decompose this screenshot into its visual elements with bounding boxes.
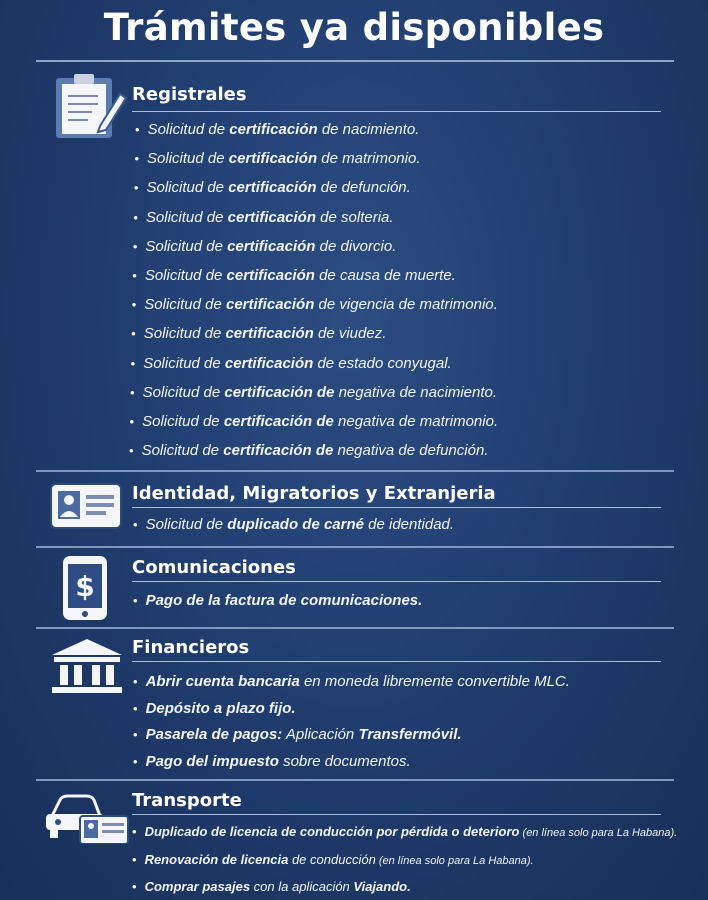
item-text-post: de divorcio.	[315, 237, 397, 255]
section-divider	[36, 546, 674, 548]
item-text-post: de solteria.	[316, 208, 394, 226]
id-card-icon	[50, 483, 122, 529]
item-text-post: de viudez.	[313, 325, 387, 343]
list-item	[133, 592, 422, 609]
item-text-post: de nacimiento.	[317, 121, 420, 138]
section-rule	[132, 814, 661, 815]
item-text-post: sobre documentos.	[278, 752, 411, 770]
list-item	[133, 673, 570, 690]
section-title: Registrales	[132, 84, 247, 105]
list-item	[134, 179, 411, 196]
section-divider	[36, 627, 674, 629]
item-text-bold2: Viajando.	[353, 879, 411, 894]
bank-icon	[50, 637, 124, 695]
item-text-bold: Pasarela de pagos:	[145, 726, 283, 743]
item-text-bold2: Transfermóvil.	[358, 726, 462, 743]
item-text-bold: Pago de la factura de comunicaciones.	[145, 592, 423, 609]
item-text-bold: Renovación de licencia	[144, 851, 289, 867]
list-item	[133, 753, 411, 770]
list-item	[129, 442, 488, 459]
item-text-bold: Pago del impuesto	[145, 752, 279, 770]
item-text-bold: certificación	[226, 267, 315, 284]
item-text-post: negativa de matrimonio.	[333, 413, 499, 430]
svg-text:$: $	[75, 570, 95, 603]
item-text-bold: certificación de	[223, 442, 334, 460]
item-text-bold: certificación	[227, 208, 317, 226]
clipboard-icon	[56, 74, 128, 140]
section-divider	[36, 779, 674, 781]
list-item	[133, 700, 296, 717]
item-text-pre: Solicitud de	[141, 442, 224, 460]
section-title: Financieros	[132, 637, 250, 658]
section-title: Comunicaciones	[132, 557, 296, 578]
item-text-pre: Solicitud de	[144, 296, 226, 314]
list-item	[132, 296, 498, 313]
item-text-post: negativa de defunción.	[333, 442, 489, 460]
section-divider	[36, 470, 674, 472]
item-text-post: de causa de muerte.	[314, 267, 456, 284]
section-rule	[132, 661, 661, 662]
item-text-pre: Solicitud de	[147, 150, 229, 168]
list-item	[131, 325, 386, 342]
item-text-pre: Solicitud de	[145, 237, 228, 255]
list-item	[133, 516, 454, 533]
item-text-note: (en línea solo para La Habana).	[375, 854, 534, 867]
section-rule	[132, 581, 661, 582]
item-text-bold: certificación	[224, 354, 314, 372]
item-text-bold: certificación	[227, 237, 316, 255]
item-text-post: con la aplicación	[250, 879, 354, 894]
list-item	[133, 238, 397, 255]
list-item	[132, 824, 677, 839]
item-text-post: de estado conyugal.	[313, 354, 452, 372]
item-text-pre: Solicitud de	[143, 354, 225, 372]
item-text-bold: duplicado de carné	[227, 516, 364, 533]
item-text-pre: Solicitud de	[143, 325, 226, 343]
item-text-bold: certificación	[225, 325, 314, 343]
item-text-bold: certificación de	[224, 383, 335, 401]
item-text-bold: certificación de	[223, 413, 334, 430]
list-item	[132, 852, 534, 867]
item-text-post: de matrimonio.	[317, 150, 421, 168]
car-license-icon	[44, 790, 130, 844]
item-text-pre: Solicitud de	[145, 516, 228, 533]
item-text-bold: certificación	[228, 179, 317, 197]
list-item	[133, 209, 393, 226]
item-text-note: (en línea solo para La Habana).	[519, 827, 678, 839]
item-text-pre: Solicitud de	[146, 179, 229, 197]
list-item	[135, 121, 419, 138]
item-text-post: de identidad.	[363, 516, 455, 533]
section-title: Transporte	[132, 790, 242, 811]
page-title: Trámites ya disponibles	[103, 6, 605, 49]
item-text-pre: Solicitud de	[144, 267, 227, 284]
item-text-pre: Solicitud de	[142, 413, 224, 430]
section-rule	[132, 111, 661, 112]
section-title: Identidad, Migratorios y Extranjeria	[132, 483, 496, 504]
item-text-pre: Solicitud de	[145, 208, 228, 226]
item-text-bold: Comprar pasajes	[144, 879, 251, 894]
list-item	[132, 879, 411, 894]
section-rule	[132, 507, 661, 508]
item-text-post: negativa de nacimiento.	[334, 383, 498, 401]
item-text-bold: certificación	[226, 296, 315, 314]
item-text-post: en moneda libremente convertible MLC.	[299, 673, 570, 690]
item-text-post: de defunción.	[316, 179, 411, 197]
list-item	[134, 150, 420, 167]
item-text-pre: Solicitud de	[147, 121, 230, 138]
item-text-bold: certificación	[229, 121, 318, 138]
item-text-post: de conducción	[288, 851, 376, 867]
smartphone-dollar-icon	[62, 555, 108, 621]
item-text-bold: Depósito a plazo fijo.	[145, 699, 296, 717]
list-item	[132, 267, 456, 284]
item-text-bold: Duplicado de licencia de conducción por pérdida o deterioro	[144, 824, 520, 839]
item-text-pre: Solicitud de	[142, 383, 225, 401]
item-text-post: Aplicación	[282, 726, 359, 743]
item-text-bold: certificación	[228, 150, 318, 168]
list-item	[133, 726, 462, 743]
title-divider	[36, 60, 674, 62]
item-text-post: de vigencia de matrimonio.	[314, 296, 498, 314]
item-text-bold: Abrir cuenta bancaria	[145, 673, 300, 690]
list-item	[130, 413, 499, 430]
list-item	[131, 355, 452, 372]
list-item	[130, 384, 497, 401]
